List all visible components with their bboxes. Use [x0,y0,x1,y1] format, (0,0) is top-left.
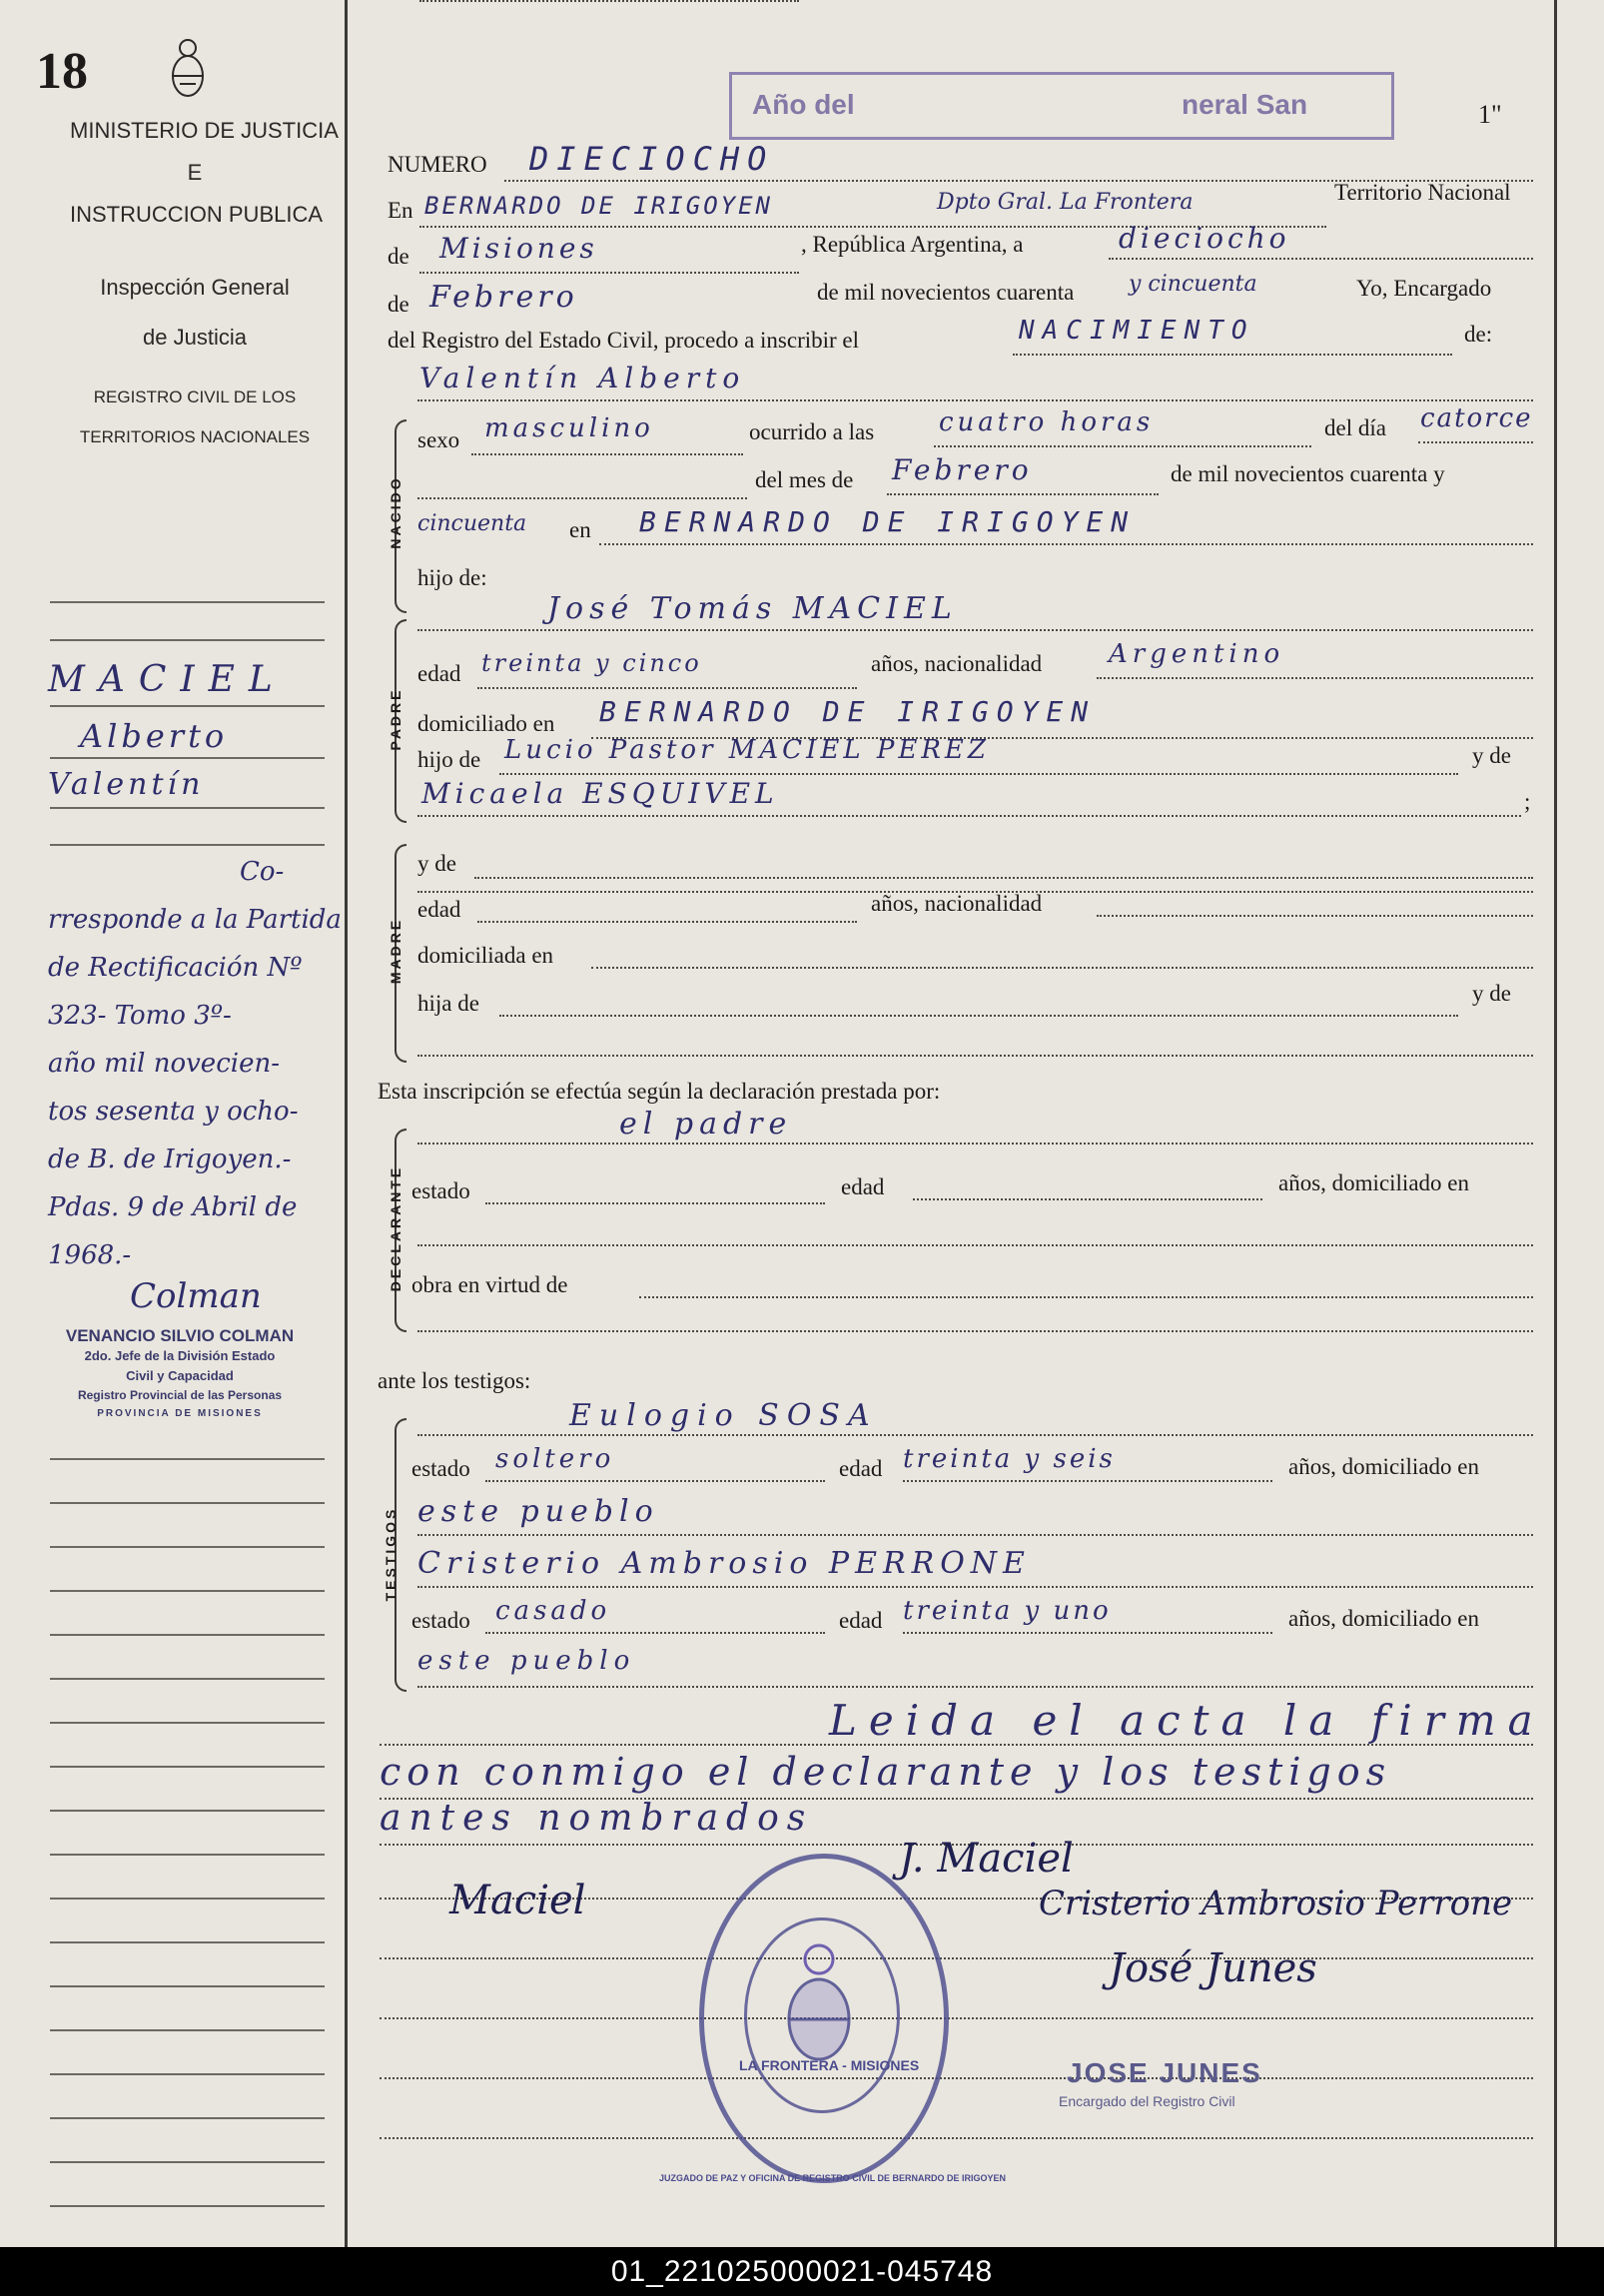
t1-estado-value: soltero [495,1444,615,1474]
t1-estado-line [485,1480,825,1482]
provincia-line [419,272,799,274]
t1-domicilio-value: este pueblo [417,1494,659,1529]
t1-domicilio-line [417,1534,1533,1536]
margin-given-name-1: Alberto [80,717,229,755]
declarante-estado-line [485,1202,825,1204]
margin-note-line-1: Co- [240,857,285,887]
sexo-value: masculino [484,413,654,443]
declarante-domicilio-line [417,1244,1533,1246]
madre-hija-label: hija de [417,991,479,1016]
nombre-line [417,399,1533,401]
mes-born-value: Febrero [892,453,1033,486]
declarante-edad-label: edad [841,1174,885,1199]
t1-estado-label: estado [411,1456,470,1481]
page-mark: 1" [1478,100,1502,129]
padre-edad-value: treinta y cinco [481,649,702,677]
margin-line [50,1898,325,1900]
margin-line [50,1634,325,1636]
padre-nombre-value: José Tomás MACIEL [547,591,958,626]
margin-line [50,1766,325,1768]
margin-line [50,1810,325,1812]
closing-line-3: antes nombrados [380,1798,814,1839]
hora-line [934,445,1311,447]
sig-rule [380,2017,1533,2019]
declarante-nombre-value: el padre [619,1107,793,1142]
inspection-line-2: de Justicia [143,325,247,350]
t2-edad-value: treinta y uno [903,1596,1112,1626]
registry-line-2: TERRITORIOS NACIONALES [79,427,311,446]
signature-left: Maciel [449,1878,586,1923]
padre-y-label: y de [1472,743,1511,768]
ministry-line-3: INSTRUCCION PUBLICA [70,202,324,227]
ano-label: de mil novecientos cuarenta [817,280,1075,305]
closing-line-2: con conmigo el declarante y los testigos [380,1750,1392,1794]
officer-name: JOSE JUNES [1067,2057,1262,2088]
margin-stamp-line-3: Civil y Capacidad [126,1368,234,1383]
t1-domicilio-label: años, domiciliado en [1288,1454,1479,1479]
declarante-obra-line [639,1296,1533,1298]
margin-note-line-4: 323- Tomo 3º- [48,1001,232,1031]
madre-edad-label: edad [417,897,461,922]
padre-nombre-line [417,629,1533,631]
de2-label: de [388,292,409,317]
dia-born-value: catorce [1420,403,1533,433]
declarante-edad-line [913,1198,1262,1200]
margin-note-line-6: tos sesenta y ocho- [48,1097,299,1127]
seal-bottom-text: LA FRONTERA - MISIONES [739,2057,920,2073]
mes-born-line [887,493,1159,495]
t1-nombre-line [417,1434,1533,1436]
declarante-intro: Esta inscripción se efectúa según la declaración prestada por: [378,1079,941,1104]
signature-perrone: Cristerio Ambrosio Perrone [1039,1884,1513,1923]
t2-estado-value: casado [495,1596,611,1626]
padre-domicilio-value: BERNARDO DE IRIGOYEN [599,695,1097,728]
margin-line [50,1590,325,1592]
margin-note-line-2: rresponde a la Partida [48,905,342,935]
top-stamp [729,72,1394,140]
declarante-side-label: DECLARANTE [388,1164,403,1292]
testigos-side-label: TESTIGOS [383,1506,399,1602]
declarante-estado-label: estado [411,1178,470,1203]
declarante-domicilio-label: años, domiciliado en [1278,1170,1469,1195]
padre-padres-value: Lucio Pastor MACIEL PEREZ [504,735,990,765]
margin-note-line-7: de B. de Irigoyen.- [48,1145,292,1174]
madre-y-de-label: y de [417,851,456,876]
margin-note-line-9: 1968.- [48,1240,132,1270]
officer-title: Encargado del Registro Civil [1059,2093,1235,2109]
dia-label: del día [1324,415,1386,440]
dia-born-line [1418,441,1533,443]
padre-side-label: PADRE [388,687,403,751]
padre-padres-line [499,773,1458,775]
margin-line [50,807,325,809]
margin-line [50,2161,325,2163]
en-label: En [388,198,413,223]
margin-line [50,1546,325,1548]
lugar-value: BERNARDO DE IRIGOYEN [639,505,1137,538]
signature-maciel: J. Maciel [899,1836,1074,1882]
dia-value: dieciocho [1119,222,1290,255]
numero-value: DIECIOCHO [529,140,775,178]
margin-line [50,2029,325,2031]
sig-rule [380,1957,1533,1959]
margin-line [50,1854,325,1856]
padre-madre-value: Micaela ESQUIVEL [421,777,779,810]
registry-line-1: REGISTRO CIVIL DE LOS [93,387,297,406]
madre-edad-line [477,921,857,923]
ano-born-label: de mil novecientos cuarenta y [1171,461,1445,486]
de3-label: de: [1464,322,1493,347]
t1-edad-value: treinta y seis [903,1444,1116,1474]
t2-edad-line [903,1632,1272,1634]
ocurrido-label: ocurrido a las [749,419,875,444]
signature-junes: José Junes [1109,1945,1317,1991]
margin-line [50,844,325,846]
seal-text: JUZGADO DE PAZ Y OFICINA DE REGISTRO CIVIL DE BERNARDO DE IRIGOYEN [659,2173,1007,2183]
margin-line [50,1502,325,1504]
ministry-line-2: E [187,160,203,185]
madre-madre-line [417,1055,1533,1057]
margin-stamp-line-1: VENANCIO SILVIO COLMAN [65,1326,295,1345]
inspection-line-1: Inspección General [100,275,290,300]
madre-domicilio-line [591,967,1533,969]
t2-estado-label: estado [411,1608,470,1633]
madre-nombre-line [474,877,1533,879]
mes-value: Febrero [429,280,578,315]
right-border-rule [1554,0,1557,2247]
margin-line [50,2073,325,2075]
territorio-label: Territorio Nacional [1334,180,1511,205]
nombre-value: Valentín Alberto [419,362,746,394]
margin-surname: MACIEL [48,659,287,700]
mes-line [419,0,799,2]
margin-line [50,757,325,759]
margin-given-name-2: Valentín [48,767,205,802]
padre-edad-label: edad [417,661,461,686]
tipo-line [1013,354,1452,356]
t2-edad-label: edad [839,1608,883,1633]
madre-y-label: y de [1472,981,1511,1006]
nacido-side-label: NACIDO [388,475,403,549]
yo-label: Yo, Encargado [1356,276,1492,301]
en-value: BERNARDO DE IRIGOYEN [424,192,773,220]
ministry-line-1: MINISTERIO DE JUSTICIA [70,118,339,143]
margin-note-signature: Colman [130,1276,262,1316]
en-extra: Dpto Gral. La Frontera [937,190,1194,215]
registro-label: del Registro del Estado Civil, procedo a inscribir el [388,328,860,353]
margin-note-line-3: de Rectificación Nº [48,953,303,983]
sig-rule [380,2137,1533,2139]
footer-code: 01_221025000021-045748 [0,2247,1604,2296]
madre-domicilio-label: domiciliada en [417,943,554,968]
madre-nacionalidad-line [1097,915,1533,917]
margin-line [50,601,325,603]
margin-line [50,705,325,707]
tipo-value: NACIMIENTO [1019,316,1255,346]
declarante-nombre-line [417,1143,1533,1145]
margin-line [50,1941,325,1943]
declarante-obra-label: obra en virtud de [411,1272,568,1297]
lugar-line [599,543,1533,545]
padre-madre-line [417,815,1521,817]
margin-line [50,2205,325,2207]
margin-note-line-8: Pdas. 9 de Abril de [48,1192,298,1222]
t1-nombre-value: Eulogio SOSA [569,1398,878,1433]
t2-estado-line [485,1632,825,1634]
padre-domicilio-label: domiciliado en [417,711,555,736]
margin-note-line-5: año mil novecien- [48,1049,280,1079]
sig-rule [380,2077,1533,2079]
folio-number: 18 [36,43,88,100]
declarante-obra-line-2 [417,1330,1533,1332]
t2-nombre-value: Cristerio Ambrosio PERRONE [417,1546,1031,1581]
dia-line [1109,258,1533,260]
margin-stamp-line-4: Registro Provincial de las Personas [77,1388,283,1402]
ano-value: y cincuenta [1129,272,1257,297]
dia-born-cont-line [417,497,747,499]
margin-line [50,1678,325,1680]
sexo-line [471,453,743,455]
padre-nacionalidad-label: años, nacionalidad [871,651,1043,676]
margin-stamp-line-5: PROVINCIA DE MISIONES [97,1408,263,1419]
closing-line-1: Leida el acta la firma [829,1696,1545,1745]
republica-label: , República Argentina, a [801,232,1024,257]
coat-of-arms-icon [166,38,210,100]
provincia-value: Misiones [439,232,598,265]
hora-value: cuatro horas [939,407,1155,437]
margin-stamp-line-2: 2do. Jefe de la División Estado [84,1348,276,1363]
t1-edad-line [903,1480,1272,1482]
t2-domicilio-label: años, domiciliado en [1288,1606,1479,1631]
numero-label: NUMERO [388,152,487,177]
testigos-intro: ante los testigos: [378,1368,531,1393]
margin-line [50,1722,325,1724]
t2-domicilio-value: este pueblo [417,1646,636,1676]
de-label: de [388,244,409,269]
madre-padres-line [499,1015,1458,1017]
padre-edad-line [477,687,857,689]
hijo-label: hijo de: [417,565,487,590]
ano-born-value: cincuenta [417,511,527,536]
margin-line [50,1458,325,1460]
mes-born-label: del mes de [755,467,854,492]
top-stamp-text: Año del [752,89,855,120]
padre-semicolon: ; [1524,789,1531,814]
t2-nombre-line [417,1586,1533,1588]
t1-edad-label: edad [839,1456,883,1481]
padre-nacionalidad-line [1097,677,1533,679]
padre-hijo-label: hijo de [417,747,481,772]
margin-line [50,2117,325,2119]
madre-side-label: MADRE [388,917,403,985]
padre-nacionalidad-value: Argentino [1109,639,1285,669]
margin-line [50,1985,325,1987]
left-margin-rule [345,0,348,2247]
madre-nacionalidad-label: años, nacionalidad [871,891,1043,916]
t2-domicilio-line [417,1686,1533,1688]
margin-line [50,639,325,641]
en-born-label: en [569,517,591,542]
seal-coat-of-arms-icon [779,1937,859,2077]
top-stamp-tail: neral San [1182,89,1308,120]
sexo-label: sexo [417,427,460,452]
